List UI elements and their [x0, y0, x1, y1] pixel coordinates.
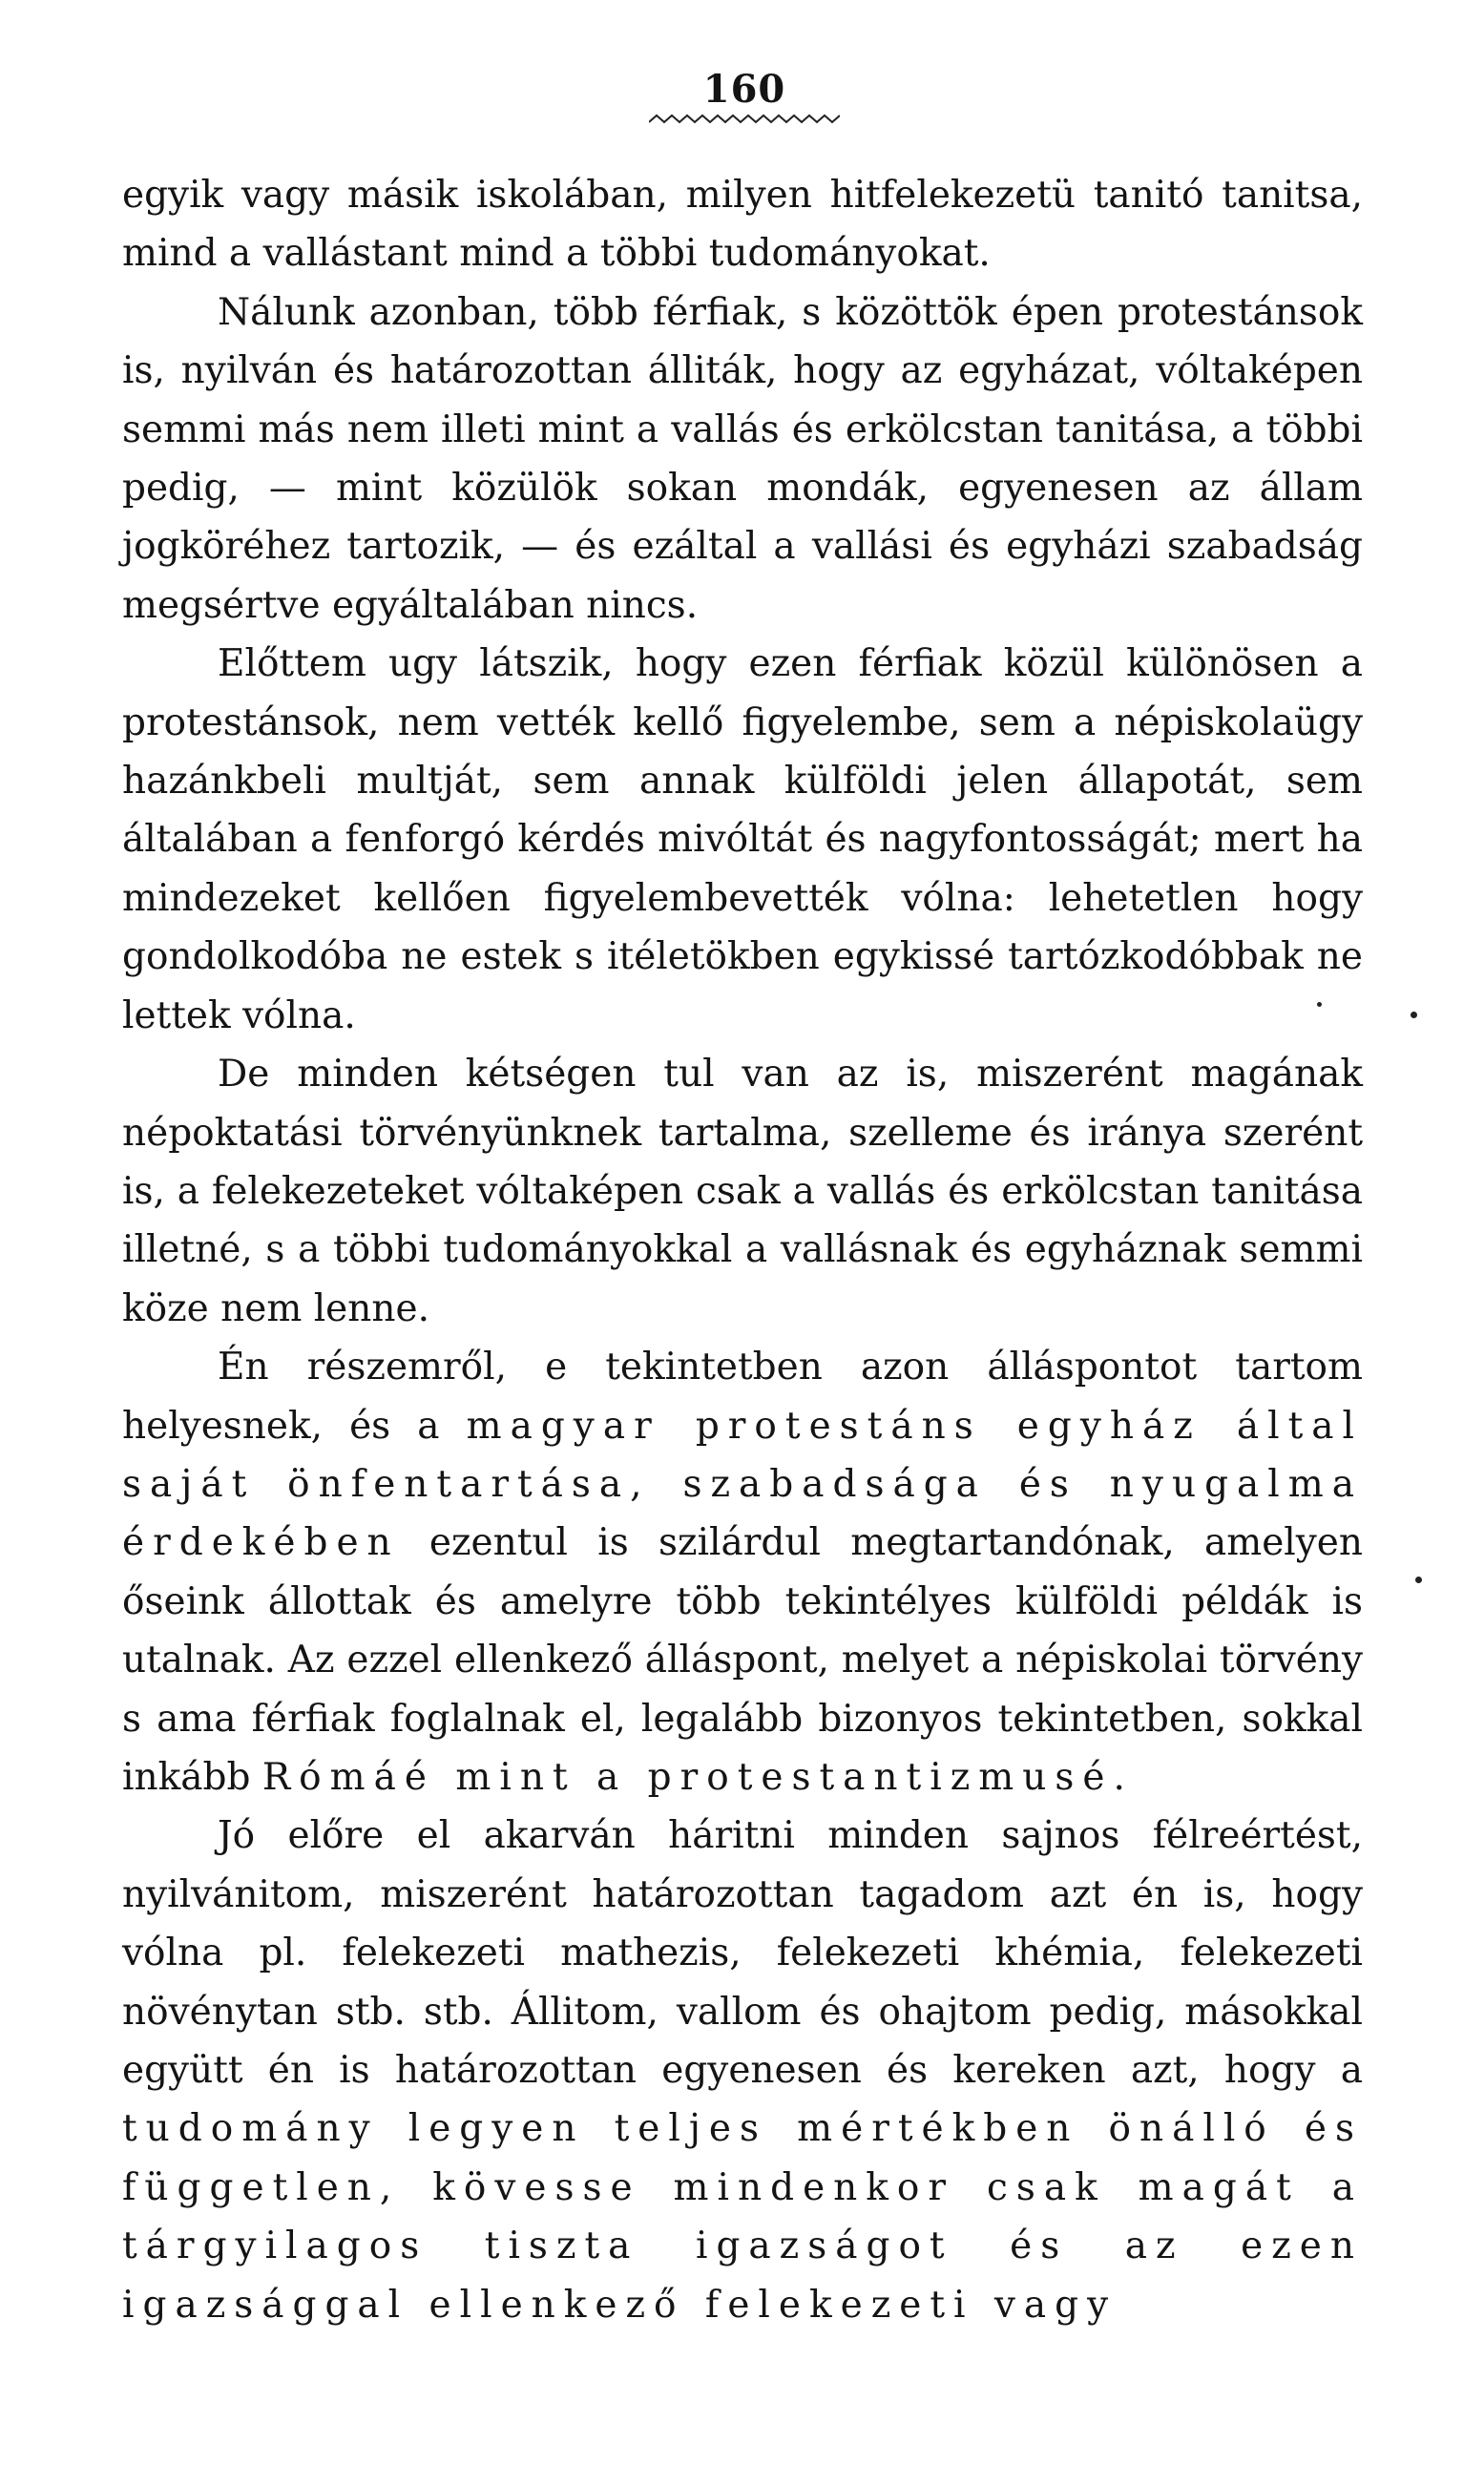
body-text: [122, 166, 1363, 2334]
paragraph: [122, 283, 1363, 635]
paragraph-text: Nálunk azonban, több férfiak, s közöttök épen protestánsok is, nyilván és határozottan álliták, hogy az egyházat, vóltaképen semmi más nem illeti mint a vallás és erkölcstan tanitása, a többi pedig, — mint közülök sokan mondák, egyenesen az állam jogköréhez tartozik, — és ezáltal a vallási és egyházi szabadság megsértve egyáltalában nincs.: [122, 290, 1363, 627]
paragraph-text: De minden kétségen tul van az is, miszerént magának népoktatási törvényünknek tartalma, szelleme és iránya szerént is, a felekezeteket vóltaképen csak a vallás és erkölcstan tanitása illetné, s a többi tudományokkal a vallásnak és egyháznak semmi köze nem lenne.: [122, 1053, 1363, 1330]
paragraph: [122, 1338, 1363, 1807]
spaced-emphasis-text: Rómáé mint a protestantizmusé: [261, 1755, 1114, 1799]
ink-speck: [1317, 1002, 1322, 1007]
ink-speck: [1411, 1012, 1417, 1018]
paragraph-text: Én részemről, e tekintetben azon álláspontot tartom helyesnek, és a: [122, 1346, 1363, 1448]
paragraph: [122, 1045, 1363, 1338]
paragraph-text: .: [1113, 1755, 1125, 1799]
paragraph-text: ezentul is szilárdul megtartandónak, amelyen őseink állottak és amelyre több tekintélyes külföldi példák is utalnak. Az ezzel ellenkező álláspont, melyet a népiskolai törvény s ama férfiak foglalnak el, legalább bizonyos tekintetben, sokkal inkább: [122, 1521, 1363, 1799]
ink-speck: [1415, 1577, 1422, 1583]
spaced-emphasis-text: magyar protestáns egyház által saját önfentartása, szabadsága és nyugalma érdekében: [122, 1404, 1363, 1565]
paragraph-text: Előttem ugy látszik, hogy ezen férfiak közül különösen a protestánsok, nem vették kellő figyelembe, sem a népiskolaügy hazánkbeli multját, sem annak külföldi jelen állapotát, sem általában a fenforgó kérdés mivóltát és nagyfontosságát; mert ha mindezeket kellően figyelembevették vólna: lehetetlen hogy gondolkodóba ne estek s itéletökben egykissé tartózkodóbbak ne lettek vólna.: [122, 642, 1363, 1037]
paragraph: [122, 635, 1363, 1045]
paragraph: [122, 166, 1363, 283]
wavy-rule-ornament: [649, 113, 840, 126]
paragraph-text: egyik vagy másik iskolában, milyen hitfelekezetü tanitó tanitsa, mind a vallástant mind a többi tudományokat.: [122, 174, 1363, 276]
paragraph: [122, 1807, 1363, 2334]
spaced-emphasis-text: tudomány legyen teljes mértékben önálló és független, kövesse mindenkor csak magát a tárgyilagos tiszta igazságot és az ezen igazsággal ellenkező felekezeti vagy: [122, 2107, 1363, 2327]
page-number: 160: [702, 67, 786, 112]
paragraph-text: Jó előre el akarván háritni minden sajnos félreértést, nyilvánitom, miszerént határozottan tagadom azt én is, hogy vólna pl. felekezeti mathezis, felekezeti khémia, felekezeti növénytan stb. stb. Állitom, vallom és ohajtom pedig, másokkal együtt én is határozottan egyenesen és kereken azt, hogy a: [122, 1814, 1363, 2092]
